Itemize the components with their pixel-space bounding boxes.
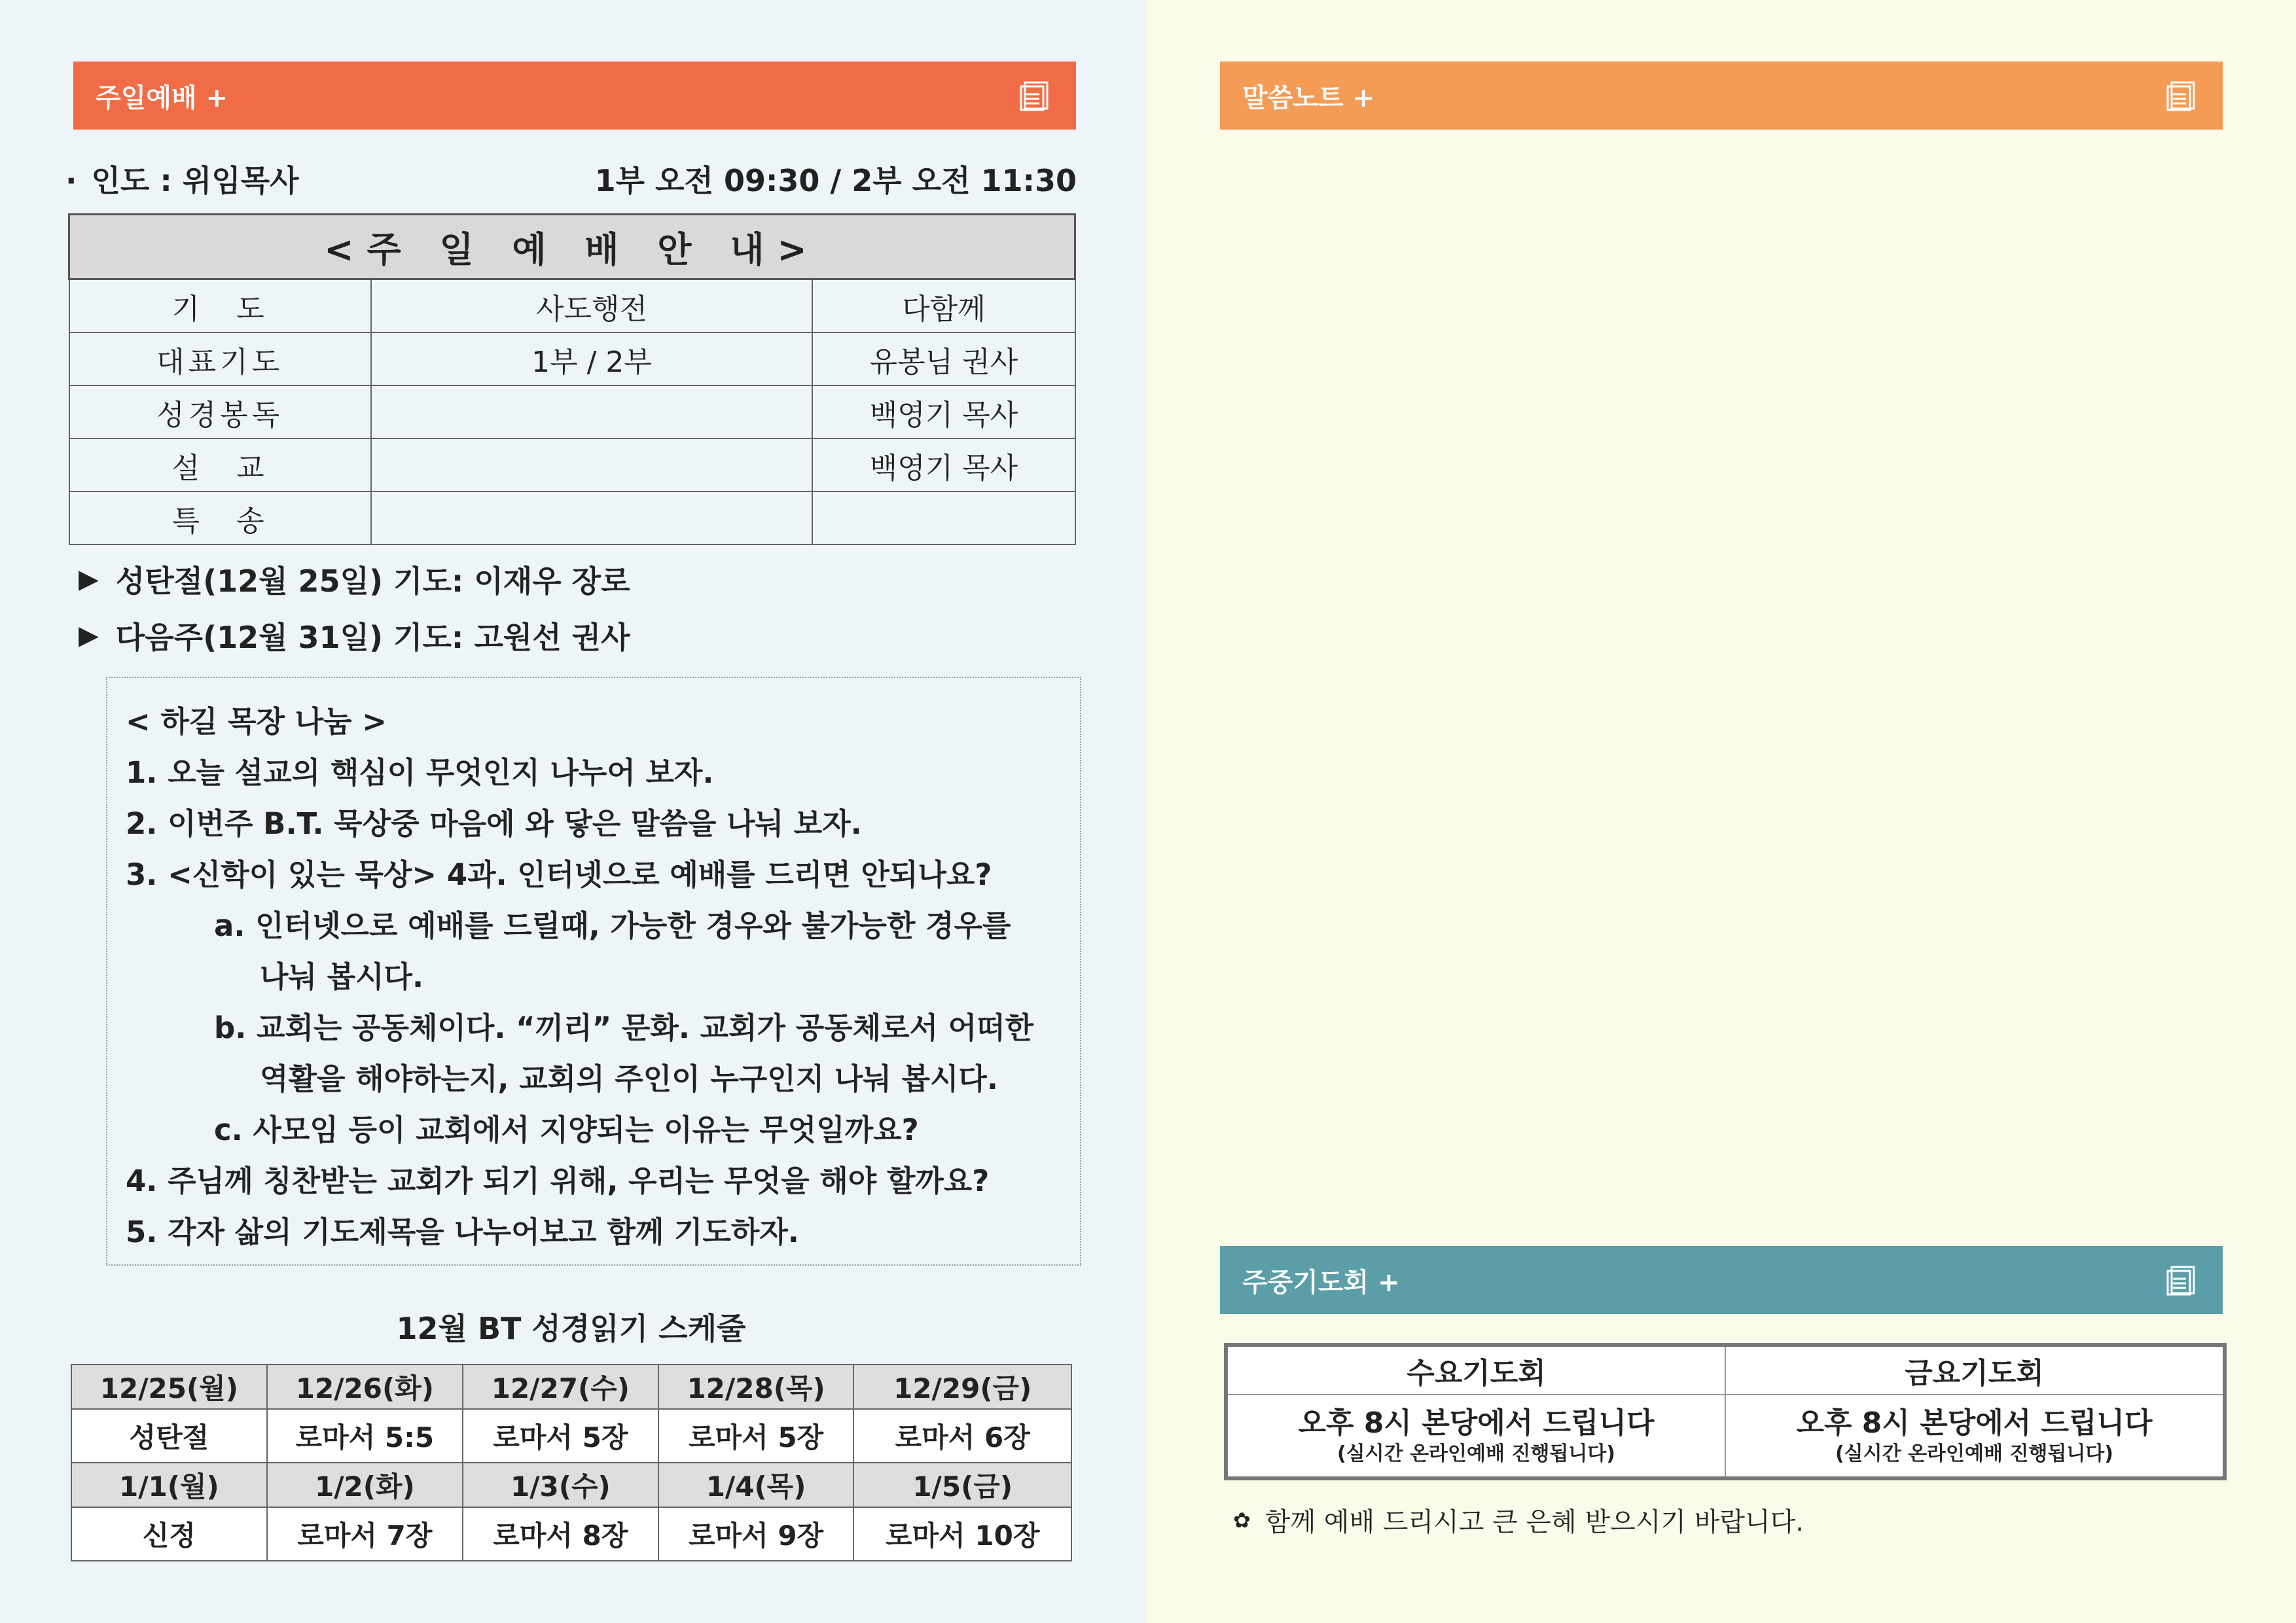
reading-cell: 로마서 5장 — [658, 1409, 854, 1463]
date-cell: 12/26(화) — [267, 1364, 463, 1409]
announcement-text: 성탄절(12월 25일) 기도: 이재우 장로 — [115, 563, 630, 599]
person-cell: 유봉님 권사 — [812, 332, 1075, 385]
middle-cell — [371, 438, 813, 491]
bt-schedule-table — [71, 1364, 1072, 1561]
reading-cell: 로마서 5:5 — [267, 1409, 463, 1463]
date-cell: 1/5(금) — [853, 1463, 1071, 1507]
table-row — [71, 1409, 1071, 1463]
reading-cell: 로마서 7장 — [267, 1507, 463, 1561]
person-cell — [812, 491, 1075, 544]
sermon-notes-title: 말씀노트 + — [1242, 82, 1375, 113]
sermon-notes-header[interactable] — [1220, 62, 2223, 130]
reading-cell: 성탄절 — [71, 1409, 267, 1463]
closing-text: 함께 예배 드리시고 큰 은혜 받으시기 바랍니다. — [1265, 1507, 1804, 1537]
person-cell: 다함께 — [812, 279, 1075, 333]
table-row — [69, 385, 1075, 438]
worship-header[interactable] — [73, 62, 1076, 130]
document-icon[interactable] — [1018, 79, 1052, 113]
document-icon[interactable] — [2165, 79, 2199, 113]
friday-prayer-title: 금요기도회 — [1725, 1345, 2225, 1395]
role-cell: 성경봉독 — [69, 385, 371, 438]
reading-cell: 로마서 9장 — [658, 1507, 854, 1561]
date-cell: 1/2(화) — [267, 1463, 463, 1507]
date-cell: 12/27(수) — [463, 1364, 658, 1409]
person-cell: 백영기 목사 — [812, 438, 1075, 491]
document-icon[interactable] — [2165, 1263, 2199, 1297]
friday-prayer-online: (실시간 온라인예배 진행됩니다) — [1835, 1442, 2114, 1465]
worship-table-title: <주 일 예 배 안 내> — [69, 215, 1075, 279]
announcement — [79, 558, 630, 601]
discussion-subquestion-cont: 역활을 해야하는지, 교회의 주인이 누구인지 나눠 봅시다. — [260, 1061, 999, 1096]
service-leader: 인도 : 위임목사 — [91, 163, 299, 198]
table-row — [1226, 1345, 2225, 1395]
table-row — [69, 491, 1075, 544]
friday-prayer-time: 오후 8시 본당에서 드립니다 — [1796, 1406, 2153, 1440]
flower-icon: ✿ — [1233, 1507, 1251, 1533]
role-cell: 특 송 — [69, 491, 371, 544]
announcement-text: 다음주(12월 31일) 기도: 고원선 권사 — [115, 620, 630, 655]
date-cell: 12/29(금) — [853, 1364, 1071, 1409]
wednesday-prayer-online: (실시간 온라인예배 진행됩니다) — [1336, 1442, 1616, 1465]
reading-cell: 로마서 8장 — [463, 1507, 658, 1561]
discussion-question: 1. 오늘 설교의 핵심이 무엇인지 나누어 보자. — [126, 755, 714, 790]
middle-cell: 1부 / 2부 — [371, 332, 813, 385]
table-row — [69, 279, 1075, 333]
date-cell: 1/4(목) — [658, 1463, 854, 1507]
role-cell: 대표기도 — [69, 332, 371, 385]
table-row — [69, 438, 1075, 491]
announcement — [79, 614, 630, 657]
friday-prayer-cell — [1725, 1395, 2225, 1478]
prayer-meeting-table — [1224, 1343, 2227, 1480]
service-info — [65, 156, 1077, 202]
role-cell: 설 교 — [69, 438, 371, 491]
wednesday-prayer-title: 수요기도회 — [1226, 1345, 1725, 1395]
bt-schedule-title: 12월 BT 성경읽기 스케줄 — [396, 1311, 746, 1346]
table-row — [71, 1507, 1071, 1561]
discussion-question: 2. 이번주 B.T. 묵상중 마음에 와 닿은 말씀을 나눠 보자. — [126, 806, 862, 841]
middle-cell — [371, 491, 813, 544]
date-cell: 1/1(월) — [71, 1463, 267, 1507]
reading-cell: 신정 — [71, 1507, 267, 1561]
person-cell: 백영기 목사 — [812, 385, 1075, 438]
middle-cell — [371, 385, 813, 438]
service-times: 1부 오전 09:30 / 2부 오전 11:30 — [594, 163, 1077, 198]
service-leader-line — [65, 157, 299, 200]
reading-cell: 로마서 10장 — [853, 1507, 1071, 1561]
reading-cell: 로마서 5장 — [463, 1409, 658, 1463]
discussion-box — [106, 677, 1081, 1266]
table-row — [71, 1364, 1071, 1409]
role-cell: 기 도 — [69, 279, 371, 333]
reading-cell: 로마서 6장 — [853, 1409, 1071, 1463]
discussion-title: < 하길 목장 나눔 > — [126, 704, 387, 739]
discussion-subquestion: b. 교회는 공동체이다. “끼리” 문화. 교회가 공동체로서 어떠한 — [214, 1010, 1034, 1045]
table-row — [1226, 1395, 2225, 1478]
table-row — [69, 332, 1075, 385]
discussion-question: 3. <신학이 있는 묵상> 4과. 인터넷으로 예배를 드리면 안되나요? — [126, 857, 992, 892]
date-cell: 12/25(월) — [71, 1364, 267, 1409]
date-cell: 1/3(수) — [463, 1463, 658, 1507]
discussion-question: 5. 각자 삶의 기도제목을 나누어보고 함께 기도하자. — [126, 1215, 799, 1249]
date-cell: 12/28(목) — [658, 1364, 854, 1409]
middle-cell: 사도행전 — [371, 279, 813, 333]
table-row — [71, 1463, 1071, 1507]
worship-guide-table — [68, 213, 1076, 545]
bullet-dot: · — [65, 163, 77, 198]
triangle-bullet-icon: ▶ — [79, 620, 99, 651]
prayer-meeting-header[interactable] — [1220, 1246, 2223, 1314]
triangle-bullet-icon: ▶ — [79, 564, 99, 594]
worship-header-title: 주일예배 + — [96, 82, 228, 113]
wednesday-prayer-time: 오후 8시 본당에서 드립니다 — [1298, 1406, 1655, 1440]
discussion-subquestion: a. 인터넷으로 예배를 드릴때, 가능한 경우와 불가능한 경우를 — [214, 908, 1011, 943]
discussion-subquestion: c. 사모임 등이 교회에서 지양되는 이유는 무엇일까요? — [214, 1113, 919, 1147]
closing-message — [1233, 1501, 1804, 1539]
discussion-question: 4. 주님께 칭찬받는 교회가 되기 위해, 우리는 무엇을 해야 할까요? — [126, 1164, 990, 1198]
discussion-subquestion-cont: 나눠 봅시다. — [260, 959, 424, 994]
wednesday-prayer-cell — [1226, 1395, 1725, 1478]
prayer-meeting-title: 주중기도회 + — [1242, 1267, 1400, 1298]
